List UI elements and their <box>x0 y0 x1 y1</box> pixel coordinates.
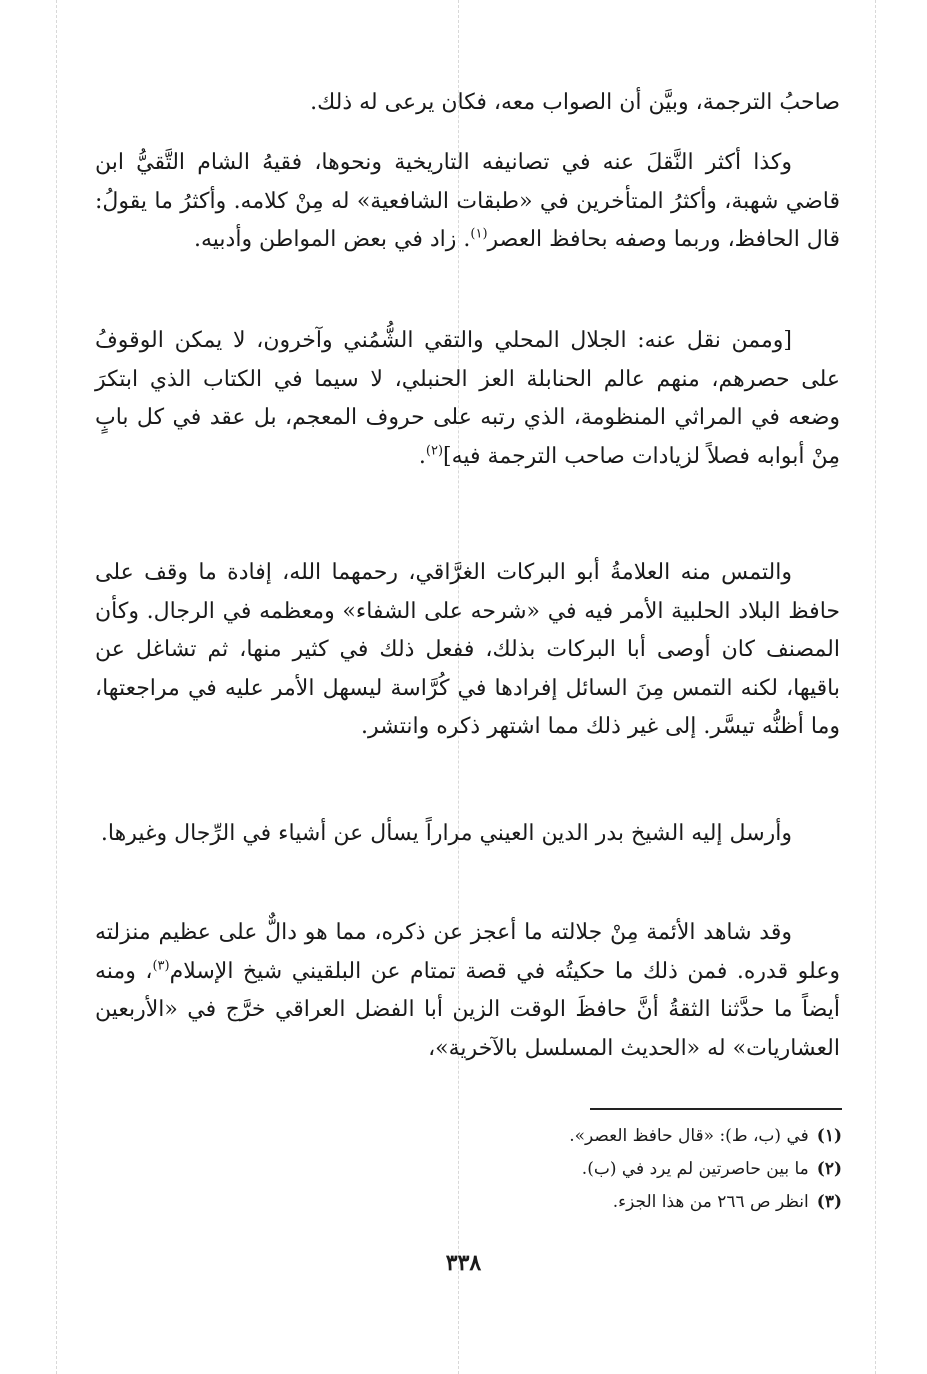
footnote-text: انظر ص ٢٦٦ من هذا الجزء. <box>612 1192 809 1212</box>
footnote-1 <box>420 1120 842 1153</box>
paragraph-text-part: . <box>418 443 426 469</box>
scan-guide-line <box>56 0 57 1374</box>
paragraph-text-part: وكذا أكثر النَّقلَ عنه في تصانيفه التاريخية ونحوها، فقيهُ الشام التَّقيُّ ابن قاضي شهبة، وأكثرُ المتأخرين في «طبقات الشافعية» له مِنْ كلامه. وأكثرُ ما يقولُ: قال الحافظ، وربما وصفه بحافظ العصر <box>95 150 840 252</box>
paragraph-text <box>95 914 840 1068</box>
paragraph-5 <box>95 815 840 854</box>
paragraph-text-part: ، ومنه أيضاً ما حدَّثنا الثقةُ أنَّ حافظَ الوقت الزين أبا الفضل العراقي خرَّج في «الأربعين العشاريات» له «الحديث المسلسل بالآخرية»، <box>95 958 840 1061</box>
footnote-separator <box>590 1108 842 1110</box>
footnote-2 <box>420 1153 842 1186</box>
footnote-ref-3[interactable]: (٣) <box>152 958 170 974</box>
scan-guide-line <box>875 0 876 1374</box>
paragraph-text-part: وقد شاهد الأئمة مِنْ جلالته ما أعجز عن ذكره، مما هو دالٌّ على عظيم منزلته وعلو قدره. فمن ذلك ما حكيتُه في قصة تمتام عن البلقيني شيخ الإسلام <box>95 920 841 984</box>
paragraph-text: صاحبُ الترجمة، وبيَّن أن الصواب معه، فكان يرعى له ذلك. <box>310 90 840 115</box>
paragraph-text: والتمس منه العلامةُ أبو البركات الغرَّاقي، رحمهما الله، إفادة ما وقف على حافظ البلاد الحلبية الأمر فيه في «شرحه على الشفاء» ومعظمه في الرجال. وكأن المصنف كان أوصى أبا البركات بذلك، ففعل ذلك في كثير منها، ثم تشاغل عن باقيها، لكنه التمس مِنَ السائل إفرادها في كُرَّاسة ليسهل الأمر عليه في مراجعتها، وما أظنُّه تيسَّر. إلى غير ذلك مما اشتهر ذكره وانتشر. <box>95 560 840 739</box>
paragraph-6 <box>95 914 840 1068</box>
footnotes <box>420 1120 842 1219</box>
paragraph-4 <box>95 554 840 747</box>
paragraph-2 <box>95 144 840 260</box>
footnote-text: في (ب، ط): «قال حافظ العصر». <box>569 1126 809 1146</box>
footnote-number: (٢) <box>816 1159 842 1179</box>
footnote-number: (١) <box>816 1126 842 1146</box>
paragraph-text <box>95 144 840 260</box>
paragraph-1 <box>95 84 840 123</box>
paragraph-text: وأرسل إليه الشيخ بدر الدين العيني مراراً يسأل عن أشياء في الرِّجال وغيرها. <box>100 821 792 846</box>
paragraph-3 <box>95 322 840 476</box>
footnote-text: ما بين حاصرتين لم يرد في (ب). <box>581 1159 809 1179</box>
footnote-ref-1[interactable]: (١) <box>470 226 488 242</box>
paragraph-text <box>95 322 840 476</box>
footnote-ref-2[interactable]: (٢) <box>425 443 444 459</box>
footnote-number: (٣) <box>816 1192 842 1212</box>
page-number: ٣٣٨ <box>445 1250 482 1276</box>
paragraph-text-part: . زاد في بعض المواطن وأدبيه. <box>193 227 471 252</box>
paragraph-text-part: [وممن نقل عنه: الجلال المحلي والتقي الشُّمُني وآخرون، لا يمكن الوقوفُ على حصرهم، منهم عالم الحنابلة العز الحنبلي، لا سيما في الكتاب الذي ابتكرَ وضعه في المراثي المنظومة، الذي رتبه على حروف المعجم، بل عقد في كل بابٍ مِنْ أبوابه فصلاً لزيادات صاحب الترجمة فيه] <box>95 328 840 469</box>
footnote-3 <box>420 1186 842 1219</box>
